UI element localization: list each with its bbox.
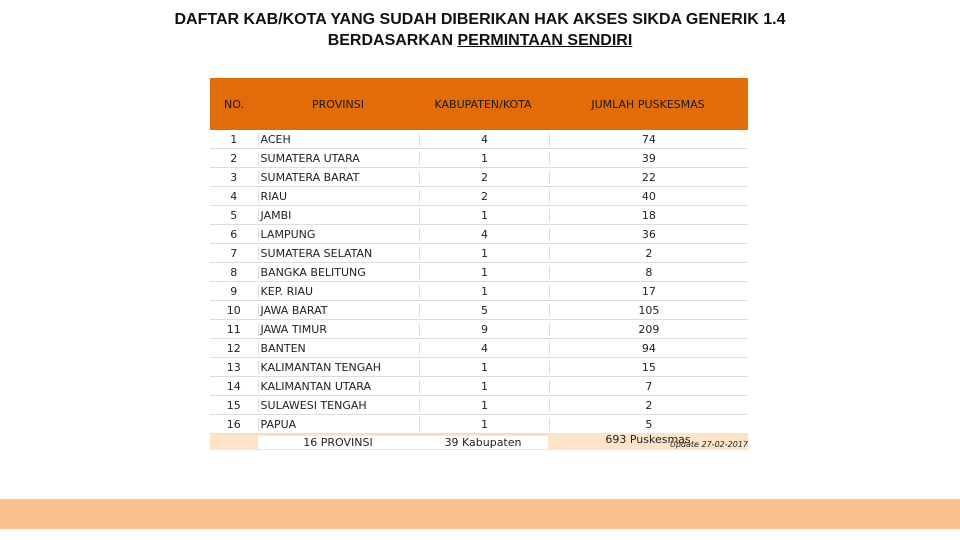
- footer-bar: [0, 499, 960, 529]
- table-row: [210, 187, 748, 206]
- table-row: [210, 206, 748, 225]
- header-puskesmas: JUMLAH PUSKESMAS: [591, 97, 705, 111]
- row-puskesmas: 5: [645, 417, 653, 431]
- row-no: 14: [210, 380, 259, 393]
- row-kabupaten: 2: [420, 171, 550, 184]
- row-no: 11: [210, 323, 259, 336]
- update-note: Update 27-02-2017: [669, 440, 748, 449]
- total-provinsi: 16 PROVINSI: [258, 436, 418, 449]
- header-kabupaten: KABUPATEN/KOTA: [434, 97, 532, 111]
- row-provinsi: SUMATERA BARAT: [259, 171, 421, 184]
- row-puskesmas: 40: [641, 189, 656, 203]
- row-kabupaten: 1: [420, 361, 550, 374]
- row-puskesmas: 7: [645, 379, 653, 393]
- row-provinsi: ACEH: [259, 133, 421, 146]
- row-puskesmas: 17: [641, 284, 656, 298]
- row-no: 3: [210, 171, 259, 184]
- row-no: 12: [210, 342, 259, 355]
- row-no: 6: [210, 228, 259, 241]
- row-puskesmas: 22: [641, 170, 656, 184]
- row-kabupaten: 4: [420, 228, 550, 241]
- row-puskesmas: 18: [641, 208, 656, 222]
- table-row: [210, 301, 748, 320]
- row-provinsi: SUMATERA UTARA: [259, 152, 421, 165]
- header-no: NO.: [224, 97, 244, 111]
- row-kabupaten: 1: [420, 247, 550, 260]
- title-line-2-underlined: PERMINTAAN SENDIRI: [457, 32, 633, 49]
- row-provinsi: SULAWESI TENGAH: [259, 399, 421, 412]
- row-kabupaten: 4: [420, 342, 550, 355]
- row-kabupaten: 5: [420, 304, 550, 317]
- row-no: 7: [210, 247, 259, 260]
- row-provinsi: KEP. RIAU: [259, 285, 421, 298]
- table-body: [210, 130, 748, 434]
- row-provinsi: KALIMANTAN TENGAH: [259, 361, 421, 374]
- table-row: [210, 263, 748, 282]
- total-kabupaten: 39 Kabupaten: [418, 436, 548, 449]
- row-provinsi: JAWA BARAT: [259, 304, 421, 317]
- row-kabupaten: 1: [420, 380, 550, 393]
- table-header: [210, 78, 748, 130]
- row-provinsi: KALIMANTAN UTARA: [259, 380, 421, 393]
- table-row: [210, 149, 748, 168]
- total-puskesmas: 693 Puskesmas: [548, 433, 748, 446]
- row-no: 10: [210, 304, 259, 317]
- row-kabupaten: 2: [420, 190, 550, 203]
- row-provinsi: BANTEN: [259, 342, 421, 355]
- row-kabupaten: 9: [420, 323, 550, 336]
- table-row: [210, 339, 748, 358]
- row-provinsi: PAPUA: [259, 418, 421, 431]
- table-row: [210, 358, 748, 377]
- table-row: [210, 396, 748, 415]
- row-no: 2: [210, 152, 259, 165]
- table-row: [210, 282, 748, 301]
- provinces-table: [210, 78, 748, 450]
- row-no: 13: [210, 361, 259, 374]
- row-no: 15: [210, 399, 259, 412]
- row-kabupaten: 1: [420, 418, 550, 431]
- table-row: [210, 415, 748, 434]
- table-row: [210, 225, 748, 244]
- row-puskesmas: 2: [645, 246, 653, 260]
- row-provinsi: LAMPUNG: [259, 228, 421, 241]
- row-puskesmas: 94: [641, 341, 656, 355]
- row-provinsi: JAWA TIMUR: [259, 323, 421, 336]
- row-puskesmas: 209: [638, 322, 660, 336]
- row-puskesmas: 39: [641, 151, 656, 165]
- row-provinsi: RIAU: [259, 190, 421, 203]
- table-row: [210, 130, 748, 149]
- row-kabupaten: 1: [420, 399, 550, 412]
- row-no: 1: [210, 133, 259, 146]
- row-provinsi: SUMATERA SELATAN: [259, 247, 421, 260]
- row-no: 4: [210, 190, 259, 203]
- title-line-1: DAFTAR KAB/KOTA YANG SUDAH DIBERIKAN HAK AKSES SIKDA GENERIK 1.4: [174, 11, 786, 28]
- row-puskesmas: 2: [645, 398, 653, 412]
- row-provinsi: JAMBI: [259, 209, 421, 222]
- row-kabupaten: 4: [420, 133, 550, 146]
- row-no: 9: [210, 285, 259, 298]
- table-row: [210, 168, 748, 187]
- title-line-2: [0, 30, 960, 51]
- row-kabupaten: 1: [420, 209, 550, 222]
- table-row: [210, 244, 748, 263]
- row-puskesmas: 8: [645, 265, 653, 279]
- row-puskesmas: 15: [641, 360, 656, 374]
- row-puskesmas: 36: [641, 227, 656, 241]
- row-no: 5: [210, 209, 259, 222]
- row-no: 16: [210, 418, 259, 431]
- row-provinsi: BANGKA BELITUNG: [259, 266, 421, 279]
- table-row: [210, 320, 748, 339]
- table-row: [210, 377, 748, 396]
- row-puskesmas: 105: [638, 303, 660, 317]
- header-provinsi: PROVINSI: [312, 97, 364, 111]
- row-kabupaten: 1: [420, 266, 550, 279]
- page-title: [0, 9, 960, 51]
- row-puskesmas: 74: [641, 132, 656, 146]
- row-kabupaten: 1: [420, 152, 550, 165]
- title-line-2-prefix: BERDASARKAN: [327, 32, 458, 49]
- row-no: 8: [210, 266, 259, 279]
- row-kabupaten: 1: [420, 285, 550, 298]
